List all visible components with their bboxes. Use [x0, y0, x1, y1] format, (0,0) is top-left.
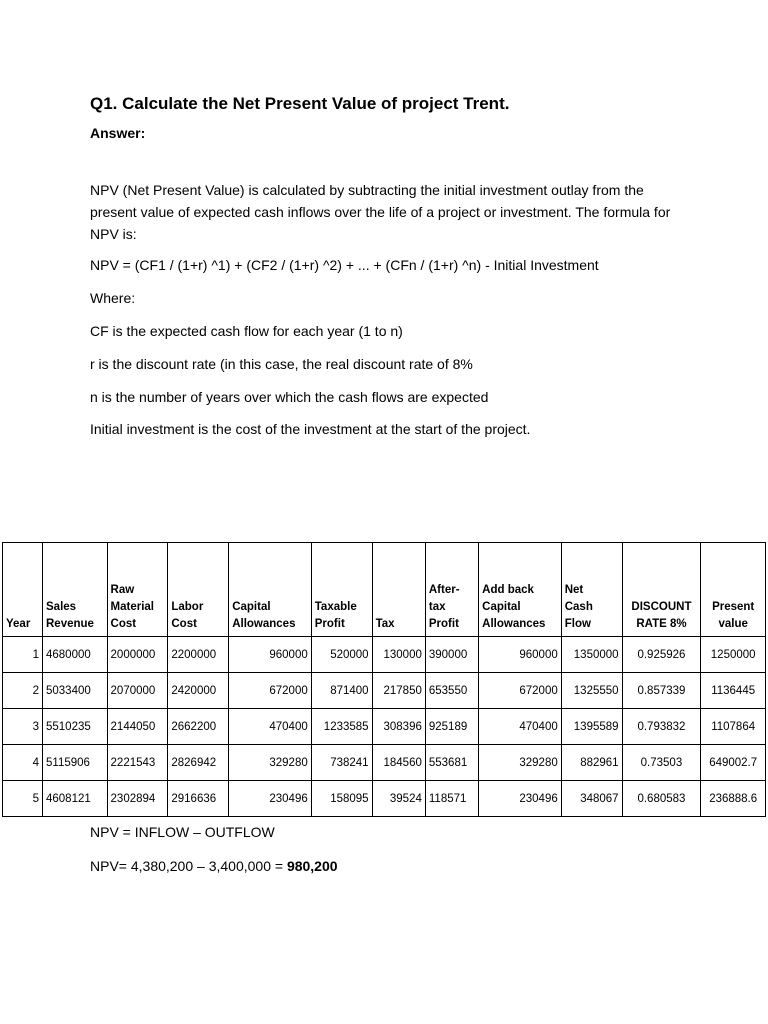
header-line: Labor: [171, 601, 204, 613]
question-title: Q1. Calculate the Net Present Value of project Trent.: [90, 94, 510, 113]
table-cell: 5: [3, 781, 43, 817]
header-line: Net: [564, 584, 584, 596]
answer-label: Answer:: [90, 125, 146, 141]
npv-calculation: [90, 858, 338, 874]
table-cell: 118571: [425, 781, 478, 817]
header-line: Allowances: [232, 618, 296, 630]
header-taxable-profit: [311, 543, 372, 637]
header-line: value: [718, 618, 748, 630]
table-cell: 553681: [425, 745, 478, 781]
header-line: Add back: [482, 584, 534, 596]
table-cell: 649002.7: [701, 745, 766, 781]
header-discount-rate: [622, 543, 701, 637]
table-cell: 4: [3, 745, 43, 781]
table-cell: 520000: [311, 637, 372, 673]
header-line: Profit: [314, 618, 345, 630]
table-cell: 2302894: [107, 781, 168, 817]
table-cell: 329280: [479, 745, 562, 781]
header-add-back-capital-allowances: [479, 543, 562, 637]
table-cell: 308396: [372, 709, 425, 745]
table-body: [3, 637, 766, 817]
table-cell: 39524: [372, 781, 425, 817]
table-row: [3, 781, 766, 817]
header-labor-cost: [168, 543, 229, 637]
table-cell: 2826942: [168, 745, 229, 781]
table-cell: 0.925926: [622, 637, 701, 673]
table-cell: 960000: [229, 637, 312, 673]
table-cell: 2662200: [168, 709, 229, 745]
header-line: Taxable: [314, 601, 357, 613]
table-cell: 5115906: [43, 745, 108, 781]
header-after-tax-profit: [425, 543, 478, 637]
table-cell: 1107864: [701, 709, 766, 745]
header-sales-revenue: [43, 543, 108, 637]
table-cell: 184560: [372, 745, 425, 781]
table-cell: 2916636: [168, 781, 229, 817]
table-cell: 3: [3, 709, 43, 745]
header-line: Tax: [375, 618, 395, 630]
table-cell: 130000: [372, 637, 425, 673]
table-cell: 2144050: [107, 709, 168, 745]
table-cell: 871400: [311, 673, 372, 709]
table-cell: 672000: [479, 673, 562, 709]
table-cell: 329280: [229, 745, 312, 781]
header-line: Cost: [171, 618, 197, 630]
table-cell: 738241: [311, 745, 372, 781]
header-line: Profit: [428, 618, 459, 630]
table-cell: 470400: [479, 709, 562, 745]
npv-result: 980,200: [286, 858, 338, 874]
table-cell: 230496: [479, 781, 562, 817]
initial-investment-definition: Initial investment is the cost of the investment at the start of the project.: [90, 421, 531, 437]
header-line: tax: [428, 601, 446, 613]
table-cell: 5033400: [43, 673, 108, 709]
where-label: Where:: [90, 290, 136, 306]
npv-intro-paragraph: NPV (Net Present Value) is calculated by subtracting the initial investment outlay from the present value of expected cash inflows over the life of a project or investment. The formula for NPV is:: [90, 182, 671, 242]
table-cell: 390000: [425, 637, 478, 673]
header-present-value: [701, 543, 766, 637]
table-cell: 0.680583: [622, 781, 701, 817]
table-cell: 882961: [561, 745, 622, 781]
table-cell: 1325550: [561, 673, 622, 709]
cf-definition: CF is the expected cash flow for each year (1 to n): [90, 323, 403, 339]
npv-formula: NPV = (CF1 / (1+r) ^1) + (CF2 / (1+r) ^2) + ... + (CFn / (1+r) ^n) - Initial Investment: [90, 257, 599, 273]
header-line: Material: [110, 601, 154, 613]
table-cell: 158095: [311, 781, 372, 817]
table-cell: 1: [3, 637, 43, 673]
table-cell: 0.857339: [622, 673, 701, 709]
table-row: [3, 637, 766, 673]
header-line: Capital: [482, 601, 521, 613]
header-line: DISCOUNT: [631, 601, 692, 613]
table-header-row: [3, 543, 766, 637]
header-net-cash-flow: [561, 543, 622, 637]
npv-table: [2, 542, 766, 817]
table-cell: 4608121: [43, 781, 108, 817]
table-cell: 1250000: [701, 637, 766, 673]
header-line: After-: [428, 584, 460, 596]
table-cell: 2000000: [107, 637, 168, 673]
header-line: Capital: [232, 601, 271, 613]
header-line: Sales: [46, 601, 77, 613]
table-cell: 0.73503: [622, 745, 701, 781]
n-definition: n is the number of years over which the cash flows are expected: [90, 389, 489, 405]
table-cell: 653550: [425, 673, 478, 709]
table-cell: 470400: [229, 709, 312, 745]
table-cell: 672000: [229, 673, 312, 709]
table-cell: 1136445: [701, 673, 766, 709]
npv-calculation-text: NPV= 4,380,200 – 3,400,000 =: [90, 858, 287, 874]
header-year: [3, 543, 43, 637]
table-cell: 4680000: [43, 637, 108, 673]
header-line: Cash: [564, 601, 593, 613]
header-line: Revenue: [46, 618, 94, 630]
table-row: [3, 673, 766, 709]
header-line: Flow: [564, 618, 591, 630]
table-cell: 1233585: [311, 709, 372, 745]
table-cell: 5510235: [43, 709, 108, 745]
table-cell: 236888.6: [701, 781, 766, 817]
table-cell: 0.793832: [622, 709, 701, 745]
table-cell: 217850: [372, 673, 425, 709]
table-cell: 960000: [479, 637, 562, 673]
header-line: Allowances: [482, 618, 546, 630]
header-line: Present: [712, 601, 755, 613]
table-cell: 1395589: [561, 709, 622, 745]
r-definition: r is the discount rate (in this case, the real discount rate of 8%: [90, 356, 473, 372]
table-cell: 2200000: [168, 637, 229, 673]
header-line: RATE 8%: [636, 618, 687, 630]
header-line: Cost: [110, 618, 137, 630]
table-cell: 2: [3, 673, 43, 709]
header-line: Raw: [110, 584, 135, 596]
table-cell: 348067: [561, 781, 622, 817]
table-cell: 2221543: [107, 745, 168, 781]
table-cell: 1350000: [561, 637, 622, 673]
table-row: [3, 745, 766, 781]
npv-inflow-outflow: NPV = INFLOW – OUTFLOW: [90, 824, 275, 840]
table-row: [3, 709, 766, 745]
header-capital-allowances: [229, 543, 312, 637]
header-tax: [372, 543, 425, 637]
table-cell: 925189: [425, 709, 478, 745]
header-line: Year: [6, 618, 31, 630]
table-cell: 2070000: [107, 673, 168, 709]
table-cell: 2420000: [168, 673, 229, 709]
header-raw-material-cost: [107, 543, 168, 637]
table-cell: 230496: [229, 781, 312, 817]
